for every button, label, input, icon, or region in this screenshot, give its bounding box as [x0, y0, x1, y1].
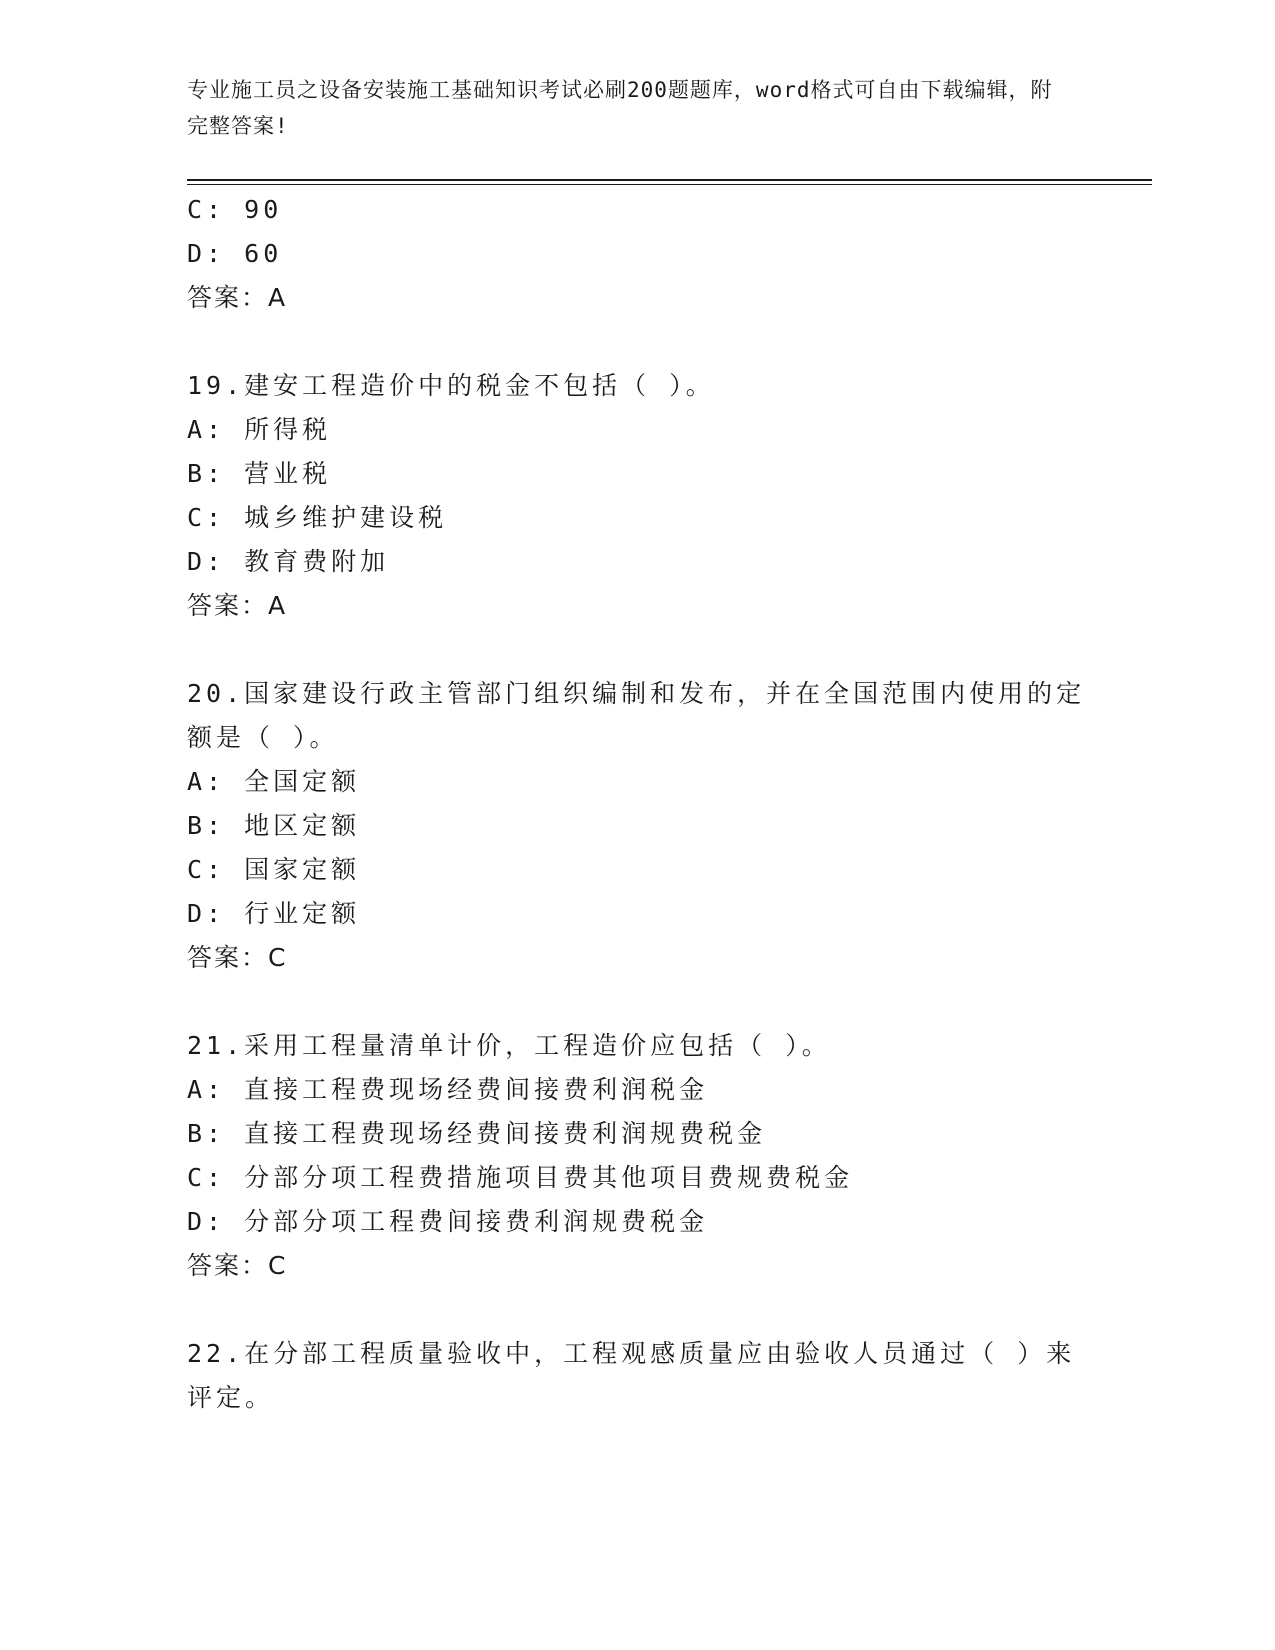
q20-option-d: D: 行业定额: [187, 899, 361, 928]
document-header: 专业施工员之设备安装施工基础知识考试必刷200题题库，word格式可自由下载编辑，附完整答案!: [187, 78, 1053, 138]
q19-question: 19.建安工程造价中的税金不包括（ ）。: [187, 371, 715, 400]
q22-question-line2: 评定。: [187, 1383, 275, 1412]
prev-answer: 答案：A: [187, 283, 288, 312]
prev-option-c: C: 90: [187, 195, 283, 224]
q20-question-line2: 额是（ ）。: [187, 723, 339, 752]
q21-question: 21.采用工程量清单计价，工程造价应包括（ ）。: [187, 1031, 831, 1060]
q19-option-a: A: 所得税: [187, 415, 332, 444]
q20-question-line1: 20.国家建设行政主管部门组织编制和发布，并在全国范围内使用的定: [187, 679, 1086, 708]
q20-answer: 答案：C: [187, 943, 288, 972]
q21-option-d: D: 分部分项工程费间接费利润规费税金: [187, 1207, 709, 1236]
q20-option-c: C: 国家定额: [187, 855, 361, 884]
q21-option-b: B: 直接工程费现场经费间接费利润规费税金: [187, 1119, 767, 1148]
q21-answer: 答案：C: [187, 1251, 288, 1280]
q19-option-c: C: 城乡维护建设税: [187, 503, 448, 532]
q20-option-b: B: 地区定额: [187, 811, 361, 840]
header-divider-thick: [187, 179, 1152, 181]
q19-answer: 答案：A: [187, 591, 288, 620]
q19-option-b: B: 营业税: [187, 459, 332, 488]
q21-option-a: A: 直接工程费现场经费间接费利润税金: [187, 1075, 709, 1104]
header-divider-thin: [187, 184, 1152, 185]
q22-question-line1: 22.在分部工程质量验收中，工程观感质量应由验收人员通过（ ）来: [187, 1339, 1076, 1368]
prev-option-d: D: 60: [187, 239, 283, 268]
q20-option-a: A: 全国定额: [187, 767, 361, 796]
q21-option-c: C: 分部分项工程费措施项目费其他项目费规费税金: [187, 1163, 854, 1192]
q19-option-d: D: 教育费附加: [187, 547, 390, 576]
